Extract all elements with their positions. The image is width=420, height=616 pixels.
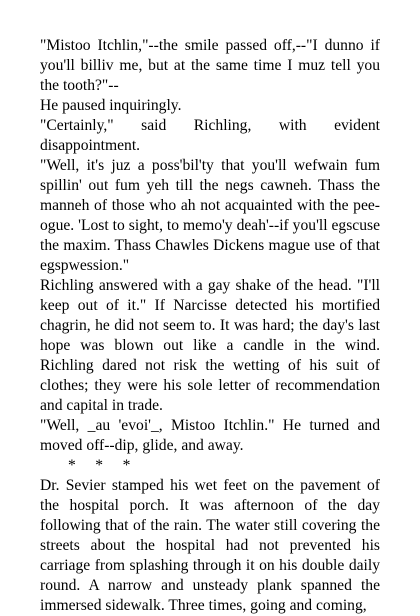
paragraph: "Well, it's juz a poss'bil'ty that you'll wefwain fum spillin' out fum yeh till the negs cawneh. Thass the manneh of those who ah not acquainted with the pee-ogue. 'Lost to sight, to memo'y deah'--if you'll egscuse the maxim. Thass Chawles Dickens mague use of that egspwession.": [40, 157, 380, 274]
document-page: [40, 36, 380, 616]
paragraph: Richling answered with a gay shake of the head. "I'll keep out of it." If Narcisse detected his mortified chagrin, he did not seem to. It was hard; the day's last hope was blown out like a candle in the wind. Richling dared not risk the wetting of his suit of clothes; they were his sole letter of recommendation and capital in trade.: [40, 277, 380, 414]
paragraph: "Mistoo Itchlin,"--the smile passed off,--"I dunno if you'll billiv me, but at the same time I muz tell you the tooth?"--: [40, 37, 380, 94]
section-separator: * * *: [68, 457, 131, 474]
paragraph: Dr. Sevier stamped his wet feet on the pavement of the hospital porch. It was afternoon of the day following that of the rain. The water still covering the streets about the hospital had not prevented his carriage from splashing through it on his double daily round. A narrow and unsteady plank spanned the immersed sidewalk. Three times, going and coming,: [40, 477, 380, 614]
paragraph: "Certainly," said Richling, with evident disappointment.: [40, 117, 380, 154]
paragraph: He paused inquiringly.: [40, 97, 182, 114]
paragraph: "Well, _au 'evoi'_, Mistoo Itchlin." He turned and moved off--dip, glide, and away.: [40, 417, 380, 454]
